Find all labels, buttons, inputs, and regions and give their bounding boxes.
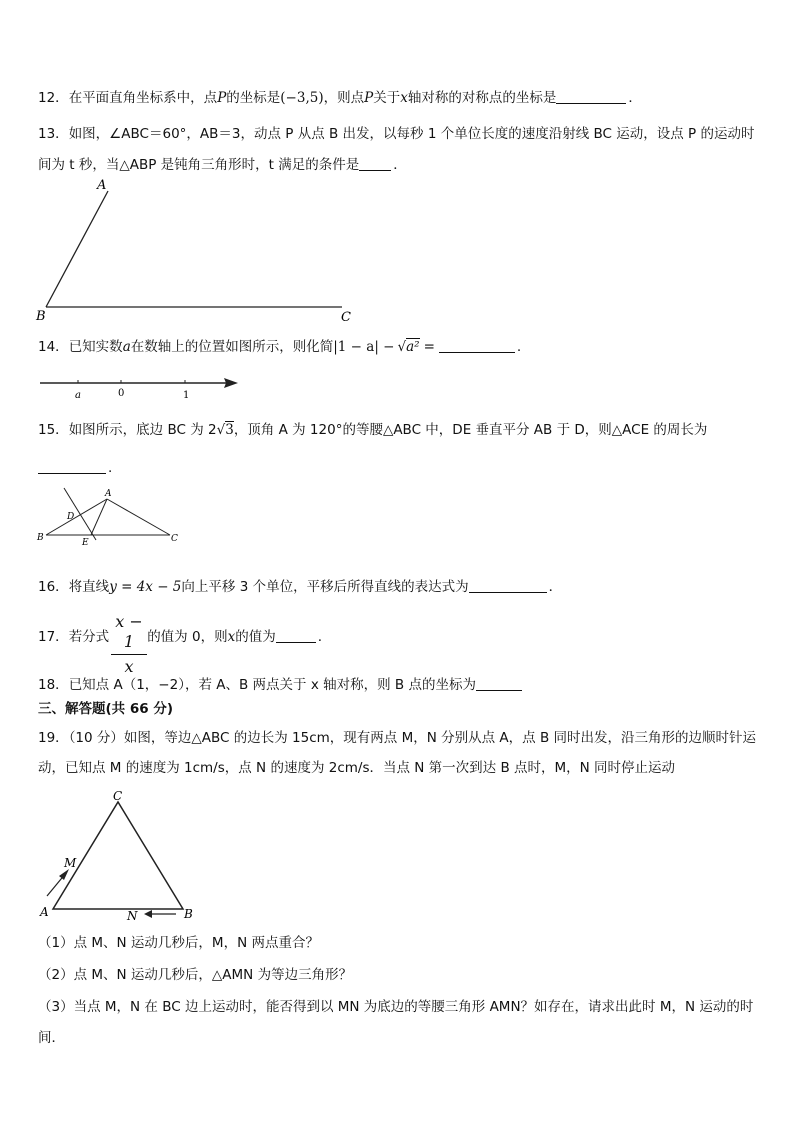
question-text: 的值为 0，则 [147, 629, 228, 645]
answer-blank [556, 89, 626, 104]
equilateral-triangle-figure [36, 786, 206, 926]
question-19-sub-3-line-1: （3）当点 M，N 在 BC 边上运动时，能否得到以 MN 为底边的等腰三角形 AMN？如存在，请求出此时 M，N 运动的时 [38, 999, 754, 1015]
arrow-m-head [59, 869, 69, 880]
equals-sign: = [423, 339, 435, 355]
question-number: 15． [38, 422, 69, 438]
period: ． [548, 579, 563, 595]
question-15 [38, 420, 707, 440]
variable-x: x [227, 629, 236, 645]
fraction-numerator: x − 1 [115, 612, 143, 651]
question-text: 已知实数 [68, 339, 123, 355]
question-text: 的值为 [235, 629, 276, 645]
point-label: P [217, 90, 227, 106]
label-b: B [36, 309, 46, 324]
answer-blank [476, 676, 522, 691]
angle-abc-figure [30, 175, 360, 327]
question-text: 若分式 [68, 629, 110, 645]
number-line-figure [38, 372, 238, 402]
question-text: 已知点 A（1，−2），若 A、B 两点关于 x 轴对称，则 B 点的坐标为 [68, 677, 476, 693]
question-text: ，则点 [323, 90, 365, 106]
segment-ab [46, 191, 108, 307]
line-equation: y = 4x − 5 [109, 579, 182, 595]
question-19-line-1 [38, 728, 756, 748]
question-text: 如图所示，底边 BC 为 2 [68, 422, 217, 438]
sqrt-sign: √ [216, 422, 226, 438]
segment-ae [91, 499, 107, 535]
tick-label-zero: 0 [118, 388, 125, 399]
side-ac [107, 499, 170, 535]
question-text: 在平面直角坐标系中，点 [68, 90, 218, 106]
tick-label-one: 1 [183, 390, 190, 401]
question-number: 12． [38, 90, 69, 106]
label-m: M [64, 856, 77, 870]
answer-blank [469, 578, 547, 593]
answer-blank [276, 628, 316, 643]
sqrt-radicand: 3 [225, 422, 234, 438]
question-13-line-1 [38, 124, 754, 144]
label-a: A [97, 178, 107, 193]
fraction-bar [111, 654, 147, 655]
question-16 [38, 577, 562, 597]
period: . [108, 460, 113, 476]
fraction [109, 612, 149, 677]
label-b: B [184, 907, 193, 921]
question-number: 19． [38, 730, 69, 746]
question-text: 动，已知点 M 的速度为 1cm/s，点 N 的速度为 2cm/s．当点 N 第一次到达 B 点时，M，N 同时停止运动 [38, 760, 676, 776]
question-14 [38, 337, 521, 357]
question-18 [38, 675, 522, 695]
section-heading: 三、解答题(共 66 分) [38, 701, 174, 717]
label-a: A [40, 905, 49, 919]
question-12 [38, 88, 642, 108]
label-c: C [341, 310, 351, 325]
question-number: 17． [38, 629, 69, 645]
question-19-line-2 [38, 758, 675, 778]
question-19-sub-3-line-2: 间． [38, 1030, 65, 1046]
label-c: C [171, 534, 178, 544]
question-19-sub-2: （2）点 M、N 运动几秒后，△AMN 为等边三角形？ [38, 967, 353, 983]
question-number: 14． [38, 339, 69, 355]
question-text: ，顶角 A 为 120°的等腰△ABC 中，DE 垂直平分 AB 于 D，则△ACE 的周长为 [233, 422, 708, 438]
question-19-sub-1: （1）点 M、N 运动几秒后，M，N 两点重合？ [38, 935, 319, 951]
fraction-denominator: x [124, 657, 134, 676]
sqrt-radicand: a² [406, 339, 420, 355]
triangle-abc-figure [36, 485, 186, 547]
axis-variable: x [400, 90, 408, 106]
question-13-line-2 [38, 155, 407, 175]
label-b: B [37, 533, 44, 543]
answer-blank [439, 338, 515, 353]
point-label: P [364, 90, 374, 106]
question-text: 向上平移 3 个单位，平移后所得直线的表达式为 [181, 579, 469, 595]
label-n: N [127, 909, 138, 923]
variable-a: a [122, 339, 131, 355]
period: . [317, 629, 322, 645]
question-number: 13． [38, 126, 69, 142]
label-d: D [67, 512, 75, 522]
question-text: 在数轴上的位置如图所示，则化简 [130, 339, 334, 355]
answer-blank [359, 156, 391, 171]
tick-label-a: a [75, 390, 81, 401]
question-number: 16． [38, 579, 69, 595]
question-text: （10 分）如图，等边△ABC 的边长为 15cm，现有两点 M，N 分别从点 A，点 B 同时出发，沿三角形的边顺时针运 [68, 730, 757, 746]
axis-arrow [224, 378, 238, 388]
question-text: 轴对称的对称点的坐标是 [407, 90, 557, 106]
question-text: 如图，∠ABC＝60°，AB＝3，动点 P 从点 B 出发，以每秒 1 个单位长度的速度沿射线 BC 运动，设点 P 的运动时 [68, 126, 755, 142]
side-ab [46, 499, 107, 535]
question-text: 的坐标是 [226, 90, 281, 106]
label-a: A [105, 489, 112, 499]
question-17 [38, 627, 322, 647]
question-text: 关于 [373, 90, 401, 106]
answer-blank [38, 459, 106, 474]
arrow-n-head [144, 910, 152, 918]
abs-expression: |1 − a| − [333, 339, 395, 355]
period: ． [628, 90, 642, 106]
label-c: C [113, 789, 123, 803]
label-e: E [82, 538, 89, 548]
sqrt-sign: √ [397, 339, 407, 355]
question-text: 将直线 [68, 579, 110, 595]
period: . [516, 339, 522, 355]
question-number: 18． [38, 677, 69, 693]
coordinate: (−3,5) [280, 90, 324, 106]
period: ． [393, 157, 407, 173]
question-text: 间为 t 秒，当△ABP 是钝角三角形时，t 满足的条件是 [38, 157, 360, 173]
question-15-answer [38, 458, 112, 478]
